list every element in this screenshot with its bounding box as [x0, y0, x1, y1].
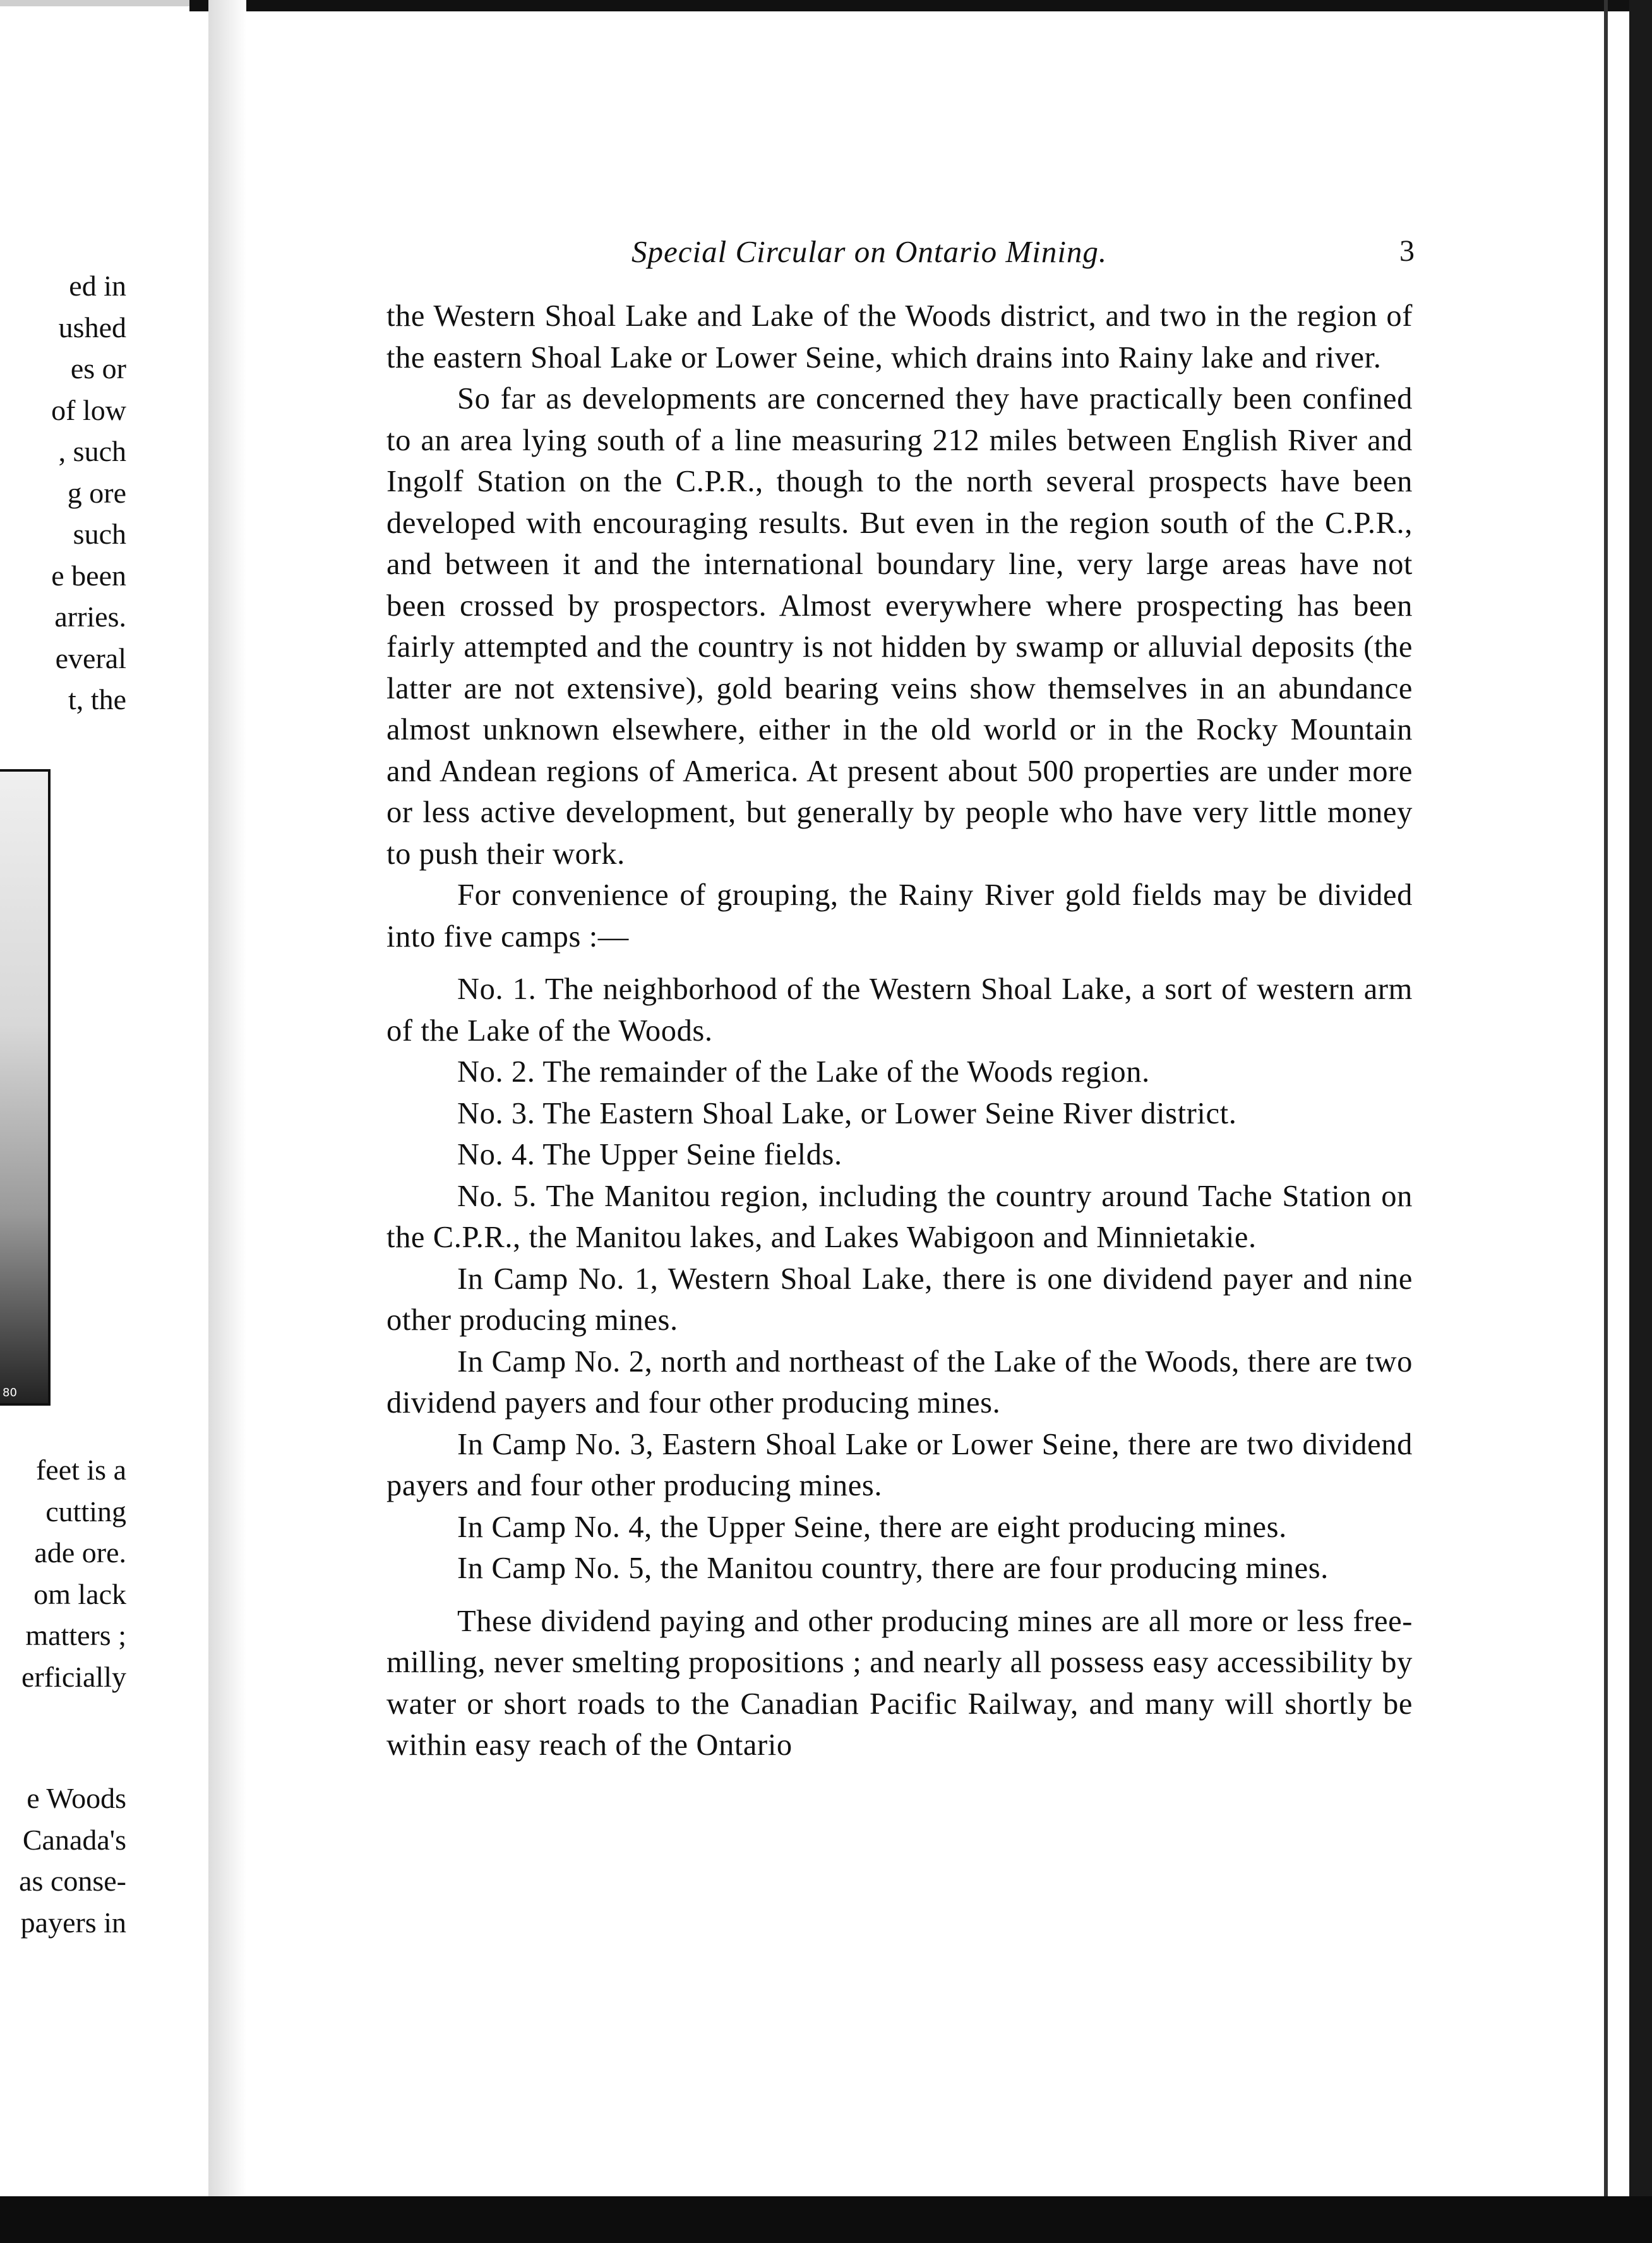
page-number: 3 — [1399, 234, 1415, 268]
camp-list-item: No. 5. The Manitou region, including the country around Tache Station on the C.P.R., the Manitou lakes, and Lakes Wabigoon and Minnietakie. — [386, 1179, 1413, 1254]
paragraph: In Camp No. 1, Western Shoal Lake, there is one dividend payer and nine other producing mines. — [386, 1262, 1413, 1337]
paragraph: For convenience of grouping, the Rainy River gold fields may be divided into five camps :— — [386, 878, 1413, 954]
fragment-line: erficially — [21, 1660, 126, 1693]
fragment-line: es or — [70, 352, 126, 385]
paragraph: In Camp No. 3, Eastern Shoal Lake or Lower Seine, there are two dividend payers and four other producing mines. — [386, 1427, 1413, 1502]
scan-border-bottom — [0, 2196, 1652, 2243]
fragment-line: cutting — [45, 1495, 126, 1528]
fragment-line: ushed — [58, 311, 126, 344]
photo-label: 80 — [3, 1386, 17, 1399]
scan-border-top-left — [0, 0, 189, 6]
fragment-line: everal — [55, 642, 126, 674]
paragraph: In Camp No. 4, the Upper Seine, there are eight producing mines. — [457, 1510, 1287, 1544]
running-title: Special Circular on Ontario Mining. — [631, 234, 1108, 269]
fragment-line: t, the — [68, 683, 126, 715]
camp-list-item: No. 2. The remainder of the Lake of the Woods region. — [457, 1055, 1150, 1089]
scan-edge-line — [1604, 0, 1608, 2196]
camp-list-item: No. 4. The Upper Seine fields. — [457, 1138, 842, 1171]
facing-page-fragment-2 — [0, 1449, 126, 1697]
facing-page-fragment-1 — [0, 265, 126, 721]
fragment-line: ade ore. — [34, 1536, 126, 1569]
paragraph: In Camp No. 5, the Manitou country, there are four producing mines. — [457, 1552, 1329, 1585]
camp-list-item: No. 3. The Eastern Shoal Lake, or Lower Seine River district. — [457, 1096, 1237, 1130]
camp-list-item: No. 1. The neighborhood of the Western Shoal Lake, a sort of western arm of the Lake of the Woods. — [386, 972, 1413, 1048]
running-head — [631, 234, 1415, 272]
facing-page-fragment-3 — [0, 1778, 126, 1943]
fragment-line: of low — [51, 393, 126, 426]
scan-border-right — [1629, 0, 1652, 2196]
paragraph: These dividend paying and other producing mines are all more or less free-milling, never smelting propositions ; and nearly all possess easy accessibility by water or short roads to the Canadian Pacific Railway, and many will shortly be within easy reach of the Ontario — [386, 1604, 1413, 1762]
fragment-line: e Woods — [27, 1782, 126, 1814]
fragment-line: payers in — [20, 1906, 126, 1939]
page-body — [386, 296, 1413, 1766]
fragment-line: om lack — [33, 1577, 126, 1610]
fragment-line: feet is a — [35, 1454, 126, 1486]
fragment-line: such — [73, 518, 126, 550]
page-gutter-shadow — [208, 0, 246, 2196]
paragraph: In Camp No. 2, north and northeast of the Lake of the Woods, there are two dividend payers and four other producing mines. — [386, 1344, 1413, 1420]
scan-border-top — [189, 0, 1652, 11]
fragment-line: ed in — [69, 270, 126, 302]
fragment-line: matters ; — [25, 1619, 126, 1651]
facing-page-photo — [0, 769, 51, 1406]
fragment-line: Canada's — [22, 1823, 126, 1856]
fragment-line: , such — [58, 435, 126, 467]
paragraph: So far as developments are concerned they have practically been confined to an area lying south of a line measuring 212 miles between English River and Ingolf Station on the C.P.R., though to the north several prospects have been developed with encouraging results. But even in the region south of the C.P.R., and between it and the international boundary line, very large areas have not been crossed by prospectors. Almost everywhere where prospecting has been fairly attempted and the country is not hidden by swamp or alluvial deposits (the latter are not extensive), gold bearing veins show themselves in an abundance almost unknown elsewhere, either in the old world or in the Rocky Mountain and Andean regions of America. At present about 500 properties are under more or less active development, but generally by people who have very little money to push their work. — [386, 382, 1413, 871]
fragment-line: as conse- — [19, 1865, 126, 1897]
paragraph: the Western Shoal Lake and Lake of the Woods district, and two in the region of the eastern Shoal Lake or Lower Seine, which drains into Rainy lake and river. — [386, 299, 1413, 374]
fragment-line: g ore — [67, 476, 126, 509]
fragment-line: e been — [51, 559, 126, 592]
fragment-line: arries. — [54, 601, 126, 633]
